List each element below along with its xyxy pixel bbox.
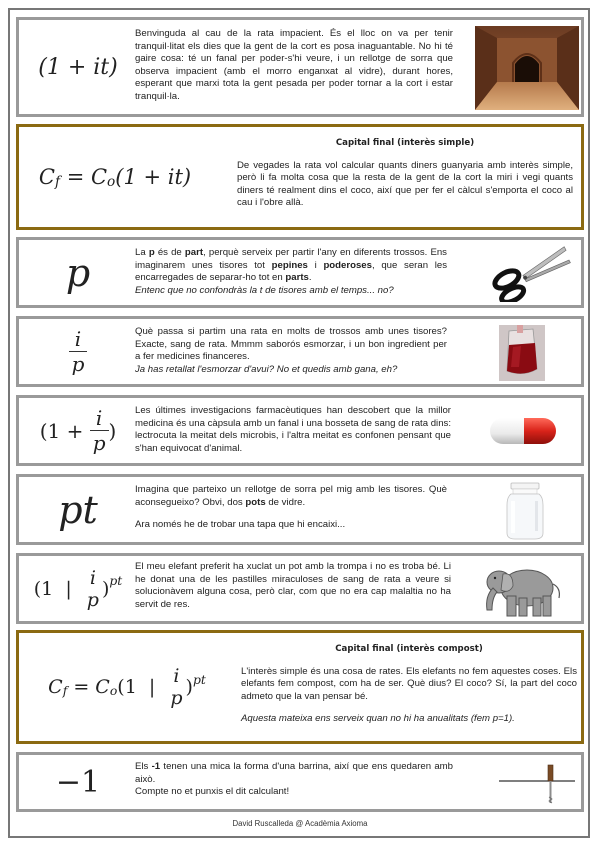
formula-equals: = — [67, 676, 96, 698]
formula-sub-o: o — [107, 173, 116, 190]
text-part: és de — [154, 247, 185, 258]
jar-image — [501, 481, 549, 541]
formula-suffix: ) — [108, 418, 117, 443]
formula-sub-f: f — [62, 684, 68, 699]
text-part: , perquè serveix per partir l'any en diferents trossos. Ens imaginarem unes tisores tot — [135, 247, 447, 271]
formula-suffix: ) — [185, 676, 193, 698]
text-part: . — [308, 272, 312, 284]
paragraph: L'interès simple és una cosa de rates. Els elefants no fem aquestes coses. Els elefants fem compost, com ha de ser. Què dius? El coco? Sí, la part del coco admeto que la van pensar bé. — [241, 665, 577, 702]
blood-bag-icon — [499, 325, 545, 381]
denominator: p — [170, 687, 183, 709]
fraction — [167, 665, 185, 709]
paragraph: Les últimes investigacions farmacèutiques han descobert que la millor medicina és una càpsula amb un fanal i una bosseta de sang de rata dins: lectrocuta la meitat dels microbis, i l'altra meitat es confonen pensant que s'han equivocat d'animal. — [135, 405, 451, 454]
card-rat-blood — [16, 316, 584, 387]
text-part: Els — [135, 761, 152, 772]
formula-c0: C — [90, 165, 108, 189]
gimlet-icon — [495, 759, 579, 807]
capsule-icon — [486, 414, 560, 448]
card-text — [135, 405, 451, 455]
card-p-part — [16, 237, 584, 308]
denominator: p — [90, 430, 109, 455]
formula-text: pt — [58, 487, 98, 532]
formula-i-over-p — [19, 319, 137, 384]
formula-prefix: (1 | — [117, 676, 168, 698]
jar-icon — [503, 481, 547, 541]
formula-compound-capital — [19, 633, 235, 741]
capsule-image — [485, 408, 561, 454]
text-part: i — [307, 259, 324, 271]
gimlet-image — [495, 759, 579, 807]
formula-exponent: pt — [109, 574, 123, 589]
formula-sub-o: o — [109, 684, 118, 699]
card-text — [135, 761, 453, 799]
formula-sub-f: f — [54, 173, 61, 190]
formula-exponent: pt — [192, 672, 206, 687]
text-part: La — [135, 247, 149, 258]
formula-text: (1 + it) — [38, 54, 118, 80]
burrow-icon — [475, 26, 579, 110]
card-text — [135, 28, 453, 104]
card-capsule — [16, 395, 584, 466]
burrow-image — [475, 26, 579, 110]
formula-prefix: (1 + — [39, 418, 90, 443]
bold-poderoses: poderoses — [323, 259, 372, 271]
formula-1-plus-it — [19, 20, 137, 114]
paragraph: El meu elefant preferit ha xuclat un pot amb la trompa i no es troba bé. Li he donat una de les pastilles miraculoses de sang de rata a veure si solucionàvem alguna cosa, però clar, com que no era cap malaltia no ha servit de res. — [135, 561, 451, 610]
formula-1-plus-i-over-p — [19, 398, 137, 463]
formula-rest: (1 + it) — [115, 165, 192, 189]
numerator: i — [173, 665, 180, 687]
paragraph — [135, 247, 447, 285]
paragraph — [135, 761, 453, 786]
numerator: i — [95, 406, 103, 430]
elephant-icon — [481, 560, 573, 620]
fraction — [69, 327, 88, 376]
formula-c: C — [48, 676, 63, 698]
card-text — [135, 484, 447, 532]
formula-prefix: (1 | — [33, 577, 84, 600]
formula-text: p — [65, 250, 91, 295]
bold-part: part — [184, 247, 204, 258]
italic-note: Aquesta mateixa ens serveix quan no hi ha anualitats (fem p=1). — [241, 713, 515, 725]
fraction — [84, 567, 102, 611]
paragraph: Què passa si partim una rata en molts de trossos amb unes tisores? Exacte, sang de rata. Mmmm saborós esmorzar, i un bon ingredient per a fer medicines financeres. — [135, 326, 447, 363]
card-compound-interest — [16, 630, 584, 744]
bold-parts: parts — [285, 272, 309, 284]
card-simple-interest — [16, 124, 584, 230]
card-heading: Capital final (interès simple) — [335, 138, 475, 148]
bold-pots: pots — [245, 496, 266, 508]
denominator: p — [86, 588, 99, 611]
blood-bag-image — [497, 325, 547, 381]
scissors-image — [485, 246, 575, 302]
card-text — [237, 137, 573, 210]
denominator: p — [69, 351, 88, 376]
card-drill — [16, 752, 584, 812]
paragraph — [135, 484, 447, 509]
card-jar — [16, 474, 584, 545]
formula-minus-one — [19, 755, 137, 809]
paragraph: Benvinguda al cau de la rata impacient. És el lloc on va per tenir tranquil·litat els dies que la gent de la cort es posa inaguantable. No hi té gaire cosa: té un fanal per poder-s'hi veure, i un rellotge de sorra que observa impacient (amb el morro enganxat al vidre), durant hores, esperant que marxi tota la gent pesada per poder tornar a la cort i estar tranquil·la. — [135, 28, 453, 102]
italic-note: Ja has retallat l'esmorzar d'avui? No et quedis amb gana, eh? — [135, 363, 398, 375]
formula-c: C — [38, 165, 55, 189]
bold-p: p — [148, 247, 155, 258]
bold-pepines: pepines — [271, 259, 308, 271]
formula-pt — [19, 477, 137, 542]
numerator: i — [89, 566, 96, 589]
footer-credit: David Ruscalleda @ Acadèmia Axioma — [232, 819, 368, 828]
fraction — [90, 406, 109, 455]
formula-equals: = — [60, 165, 91, 189]
card-text — [135, 247, 447, 297]
formula-simple-capital — [19, 127, 211, 227]
italic-note: Entenc que no confondràs la t de tisores amb el temps... no? — [135, 284, 394, 296]
text-part: tenen una mica la forma d'una barrina, així que ens quedaren amb això. — [135, 761, 453, 785]
formula-suffix: ) — [101, 577, 110, 600]
bold-minus-one: -1 — [151, 761, 161, 772]
card-rat-burrow — [16, 17, 584, 117]
formula-c0: C — [95, 676, 110, 698]
formula-p — [19, 240, 137, 305]
paragraph: De vegades la rata vol calcular quants diners guanyaria amb interès simple, però li fa molta cosa que la resta de la gent de la cort la miri i vegi quants diners té realment dins el coco, així que per fer el càlcul s'emporta el coco al cau i l'obre allà. — [237, 159, 573, 209]
text-part: Imagina que parteixo un rellotge de sorra pel mig amb les tisores. Què aconsegueixo? Obvi, dos — [135, 484, 447, 508]
card-elephant — [16, 553, 584, 624]
numerator: i — [74, 327, 82, 351]
scissors-icon — [485, 246, 575, 302]
formula-text: −1 — [55, 764, 101, 800]
text-part: de vidre. — [265, 496, 306, 508]
text-part: , que seran les encarregades de separar-ho tot en — [135, 259, 447, 284]
card-text — [135, 561, 451, 611]
card-text — [241, 643, 577, 726]
elephant-image — [479, 560, 575, 620]
paragraph: Compte no et punxis el dit calculant! — [135, 786, 290, 798]
card-heading: Capital final (interès compost) — [335, 644, 483, 654]
formula-compound-factor — [19, 556, 137, 621]
card-text — [135, 326, 447, 376]
paragraph: Ara només he de trobar una tapa que hi encaixi... — [135, 519, 346, 531]
